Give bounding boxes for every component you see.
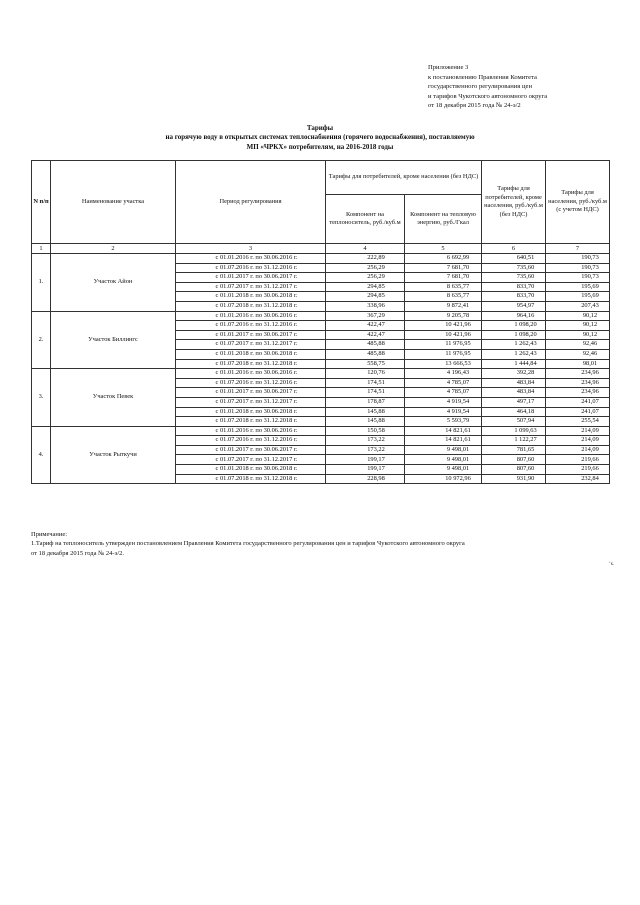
title-line: Тарифы	[306, 124, 334, 132]
tariff-value-cell: 9 872,41	[405, 301, 482, 311]
appendix-line: к постановлению Правления Комитета	[428, 73, 537, 81]
period-cell: с 01.01.2018 г. по 30.06.2018 г.	[176, 465, 326, 475]
tariff-value-cell: 1 099,63	[482, 426, 546, 436]
tariff-value-cell: 195,69	[546, 282, 610, 292]
tariff-value-cell: 1 262,43	[482, 340, 546, 350]
tariff-value-cell: 199,17	[326, 465, 405, 475]
appendix-line: от 18 декабря 2015 года № 24-э/2	[428, 102, 521, 110]
tariff-value-cell: 954,97	[482, 301, 546, 311]
tariff-value-cell: 640,51	[482, 254, 546, 264]
tariff-value-cell: 464,18	[482, 407, 546, 417]
tariff-value-cell: 92,46	[546, 340, 610, 350]
tariff-value-cell: 207,43	[546, 301, 610, 311]
header-group: Тарифы для потребителей, кроме населения (без НДС)	[326, 161, 482, 195]
index-cell: 2	[51, 244, 176, 254]
title-line: на горячую воду в открытых системах теплоснабжения (горячего водоснабжения), поставляемую	[165, 133, 475, 142]
header-num: N п/п	[32, 161, 51, 244]
tariff-value-cell: 145,88	[326, 417, 405, 427]
tariff-value-cell: 294,85	[326, 282, 405, 292]
tariff-value-cell: 1 444,84	[482, 359, 546, 369]
document-title	[32, 124, 608, 152]
tariff-value-cell: 241,07	[546, 407, 610, 417]
tariff-value-cell: 485,88	[326, 349, 405, 359]
tariff-value-cell: 781,65	[482, 445, 546, 455]
tariff-value-cell: 222,89	[326, 254, 405, 264]
tariff-value-cell: 219,66	[546, 455, 610, 465]
tariff-value-cell: 174,51	[326, 378, 405, 388]
period-cell: с 01.01.2018 г. по 30.06.2018 г.	[176, 349, 326, 359]
tariff-value-cell: 294,85	[326, 292, 405, 302]
tariff-value-cell: 483,84	[482, 388, 546, 398]
tariff-value-cell: 735,60	[482, 273, 546, 283]
tariff-value-cell: 190,73	[546, 254, 610, 264]
section-name: Участок Певек	[51, 369, 176, 427]
tariff-value-cell: 150,58	[326, 426, 405, 436]
period-cell: с 01.01.2016 г. по 30.06.2016 г.	[176, 426, 326, 436]
tariff-value-cell: 234,96	[546, 378, 610, 388]
tariff-value-cell: 92,46	[546, 349, 610, 359]
tariff-value-cell: 214,09	[546, 436, 610, 446]
period-cell: с 01.07.2017 г. по 31.12.2017 г.	[176, 340, 326, 350]
tariff-value-cell: 1 262,43	[482, 349, 546, 359]
tariff-value-cell: 178,87	[326, 397, 405, 407]
tariff-value-cell: 1 122,27	[482, 436, 546, 446]
tariff-value-cell: 214,09	[546, 445, 610, 455]
tariff-value-cell: 5 593,79	[405, 417, 482, 427]
index-cell: 5	[405, 244, 482, 254]
header-population: Тарифы для населения, руб./куб.м (с учетом НДС)	[546, 161, 610, 244]
section-name: Участок Биллингс	[51, 311, 176, 369]
tariff-value-cell: 4 196,43	[405, 369, 482, 379]
index-cell: 1	[32, 244, 51, 254]
section-number: 1.	[32, 254, 51, 312]
appendix-block	[428, 63, 633, 111]
tariff-value-cell: 9 498,01	[405, 445, 482, 455]
period-cell: с 01.07.2017 г. по 31.12.2017 г.	[176, 455, 326, 465]
tariff-value-cell: 485,88	[326, 340, 405, 350]
tariff-value-cell: 338,96	[326, 301, 405, 311]
period-cell: с 01.01.2017 г. по 30.06.2017 г.	[176, 445, 326, 455]
section-number: 2.	[32, 311, 51, 369]
tariff-value-cell: 10 972,96	[405, 474, 482, 484]
table-body	[32, 254, 610, 484]
appendix-line: и тарифов Чукотского автономного округа	[428, 92, 548, 100]
section-number: 4.	[32, 426, 51, 484]
period-cell: с 01.01.2017 г. по 30.06.2017 г.	[176, 273, 326, 283]
tariff-value-cell: 483,84	[482, 378, 546, 388]
tariff-value-cell: 11 976,95	[405, 349, 482, 359]
period-cell: с 01.01.2017 г. по 30.06.2017 г.	[176, 388, 326, 398]
tariff-value-cell: 11 976,95	[405, 340, 482, 350]
page-mark: ʻк.	[609, 562, 615, 567]
tariff-value-cell: 173,22	[326, 436, 405, 446]
tariff-value-cell: 174,51	[326, 388, 405, 398]
table-row	[32, 369, 610, 379]
tariff-value-cell: 234,96	[546, 369, 610, 379]
period-cell: с 01.07.2017 г. по 31.12.2017 г.	[176, 282, 326, 292]
tariff-value-cell: 735,60	[482, 263, 546, 273]
tariff-value-cell: 98,01	[546, 359, 610, 369]
tariff-value-cell: 964,16	[482, 311, 546, 321]
period-cell: с 01.07.2018 г. по 31.12.2018 г.	[176, 359, 326, 369]
tariff-value-cell: 13 666,53	[405, 359, 482, 369]
note-line: 1.Тариф на теплоноситель утвержден постановлением Правления Комитета государственного регулирования цен и тарифов Чукотского автономного округа	[31, 540, 465, 548]
tariff-value-cell: 256,29	[326, 263, 405, 273]
header-name: Наименование участка	[51, 161, 176, 244]
tariff-value-cell: 173,22	[326, 445, 405, 455]
tariff-value-cell: 214,09	[546, 426, 610, 436]
tariff-value-cell: 7 681,70	[405, 263, 482, 273]
period-cell: с 01.07.2018 г. по 31.12.2018 г.	[176, 474, 326, 484]
period-cell: с 01.07.2018 г. по 31.12.2018 г.	[176, 301, 326, 311]
tariff-value-cell: 931,90	[482, 474, 546, 484]
tariff-value-cell: 234,96	[546, 388, 610, 398]
period-cell: с 01.01.2016 г. по 30.06.2016 г.	[176, 369, 326, 379]
tariff-value-cell: 8 635,77	[405, 282, 482, 292]
tariff-value-cell: 497,17	[482, 397, 546, 407]
tariff-value-cell: 807,60	[482, 455, 546, 465]
tariff-value-cell: 190,73	[546, 273, 610, 283]
tariff-value-cell: 145,88	[326, 407, 405, 417]
tariff-value-cell: 4 785,07	[405, 388, 482, 398]
table-row	[32, 254, 610, 264]
note-label: Примечание:	[31, 531, 68, 538]
tariff-value-cell: 9 498,01	[405, 465, 482, 475]
tariff-value-cell: 833,70	[482, 292, 546, 302]
tariff-value-cell: 190,73	[546, 263, 610, 273]
tariff-value-cell: 90,12	[546, 311, 610, 321]
tariff-value-cell: 4 785,07	[405, 378, 482, 388]
tariff-value-cell: 195,69	[546, 292, 610, 302]
index-cell: 7	[546, 244, 610, 254]
tariff-table	[31, 160, 610, 484]
tariff-value-cell: 8 635,77	[405, 292, 482, 302]
period-cell: с 01.01.2018 г. по 30.06.2018 г.	[176, 407, 326, 417]
tariff-value-cell: 14 821,61	[405, 436, 482, 446]
note-block	[31, 530, 621, 558]
tariff-value-cell: 9 498,01	[405, 455, 482, 465]
tariff-value-cell: 4 919,54	[405, 407, 482, 417]
table-row	[32, 311, 610, 321]
appendix-line: Приложение 3	[428, 64, 469, 71]
index-cell: 6	[482, 244, 546, 254]
tariff-value-cell: 1 098,20	[482, 321, 546, 331]
header-comp-heat: Компонент на теплоноситель, руб./куб.м	[326, 195, 405, 244]
period-cell: с 01.07.2016 г. по 31.12.2016 г.	[176, 321, 326, 331]
tariff-value-cell: 558,75	[326, 359, 405, 369]
period-cell: с 01.01.2017 г. по 30.06.2017 г.	[176, 330, 326, 340]
tariff-value-cell: 228,98	[326, 474, 405, 484]
tariff-value-cell: 392,28	[482, 369, 546, 379]
tariff-value-cell: 422,47	[326, 321, 405, 331]
period-cell: с 01.01.2016 г. по 30.06.2016 г.	[176, 311, 326, 321]
tariff-value-cell: 255,54	[546, 417, 610, 427]
header-comp-energy: Компонент на тепловую энергию, руб./Гкал	[405, 195, 482, 244]
tariff-value-cell: 6 692,99	[405, 254, 482, 264]
tariff-value-cell: 7 681,70	[405, 273, 482, 283]
tariff-value-cell: 10 421,96	[405, 321, 482, 331]
tariff-value-cell: 807,60	[482, 465, 546, 475]
tariff-value-cell: 367,29	[326, 311, 405, 321]
section-number: 3.	[32, 369, 51, 427]
tariff-value-cell: 90,12	[546, 330, 610, 340]
title-line: МП «ЧРКХ» потребителям, на 2016-2018 годы	[246, 142, 394, 151]
header-period: Период регулирования	[176, 161, 326, 244]
tariff-value-cell: 1 098,20	[482, 330, 546, 340]
period-cell: с 01.07.2018 г. по 31.12.2018 г.	[176, 417, 326, 427]
section-name: Участок Рыткучи	[51, 426, 176, 484]
period-cell: с 01.01.2016 г. по 30.06.2016 г.	[176, 254, 326, 264]
tariff-value-cell: 833,70	[482, 282, 546, 292]
tariff-value-cell: 507,94	[482, 417, 546, 427]
tariff-value-cell: 219,66	[546, 465, 610, 475]
period-cell: с 01.07.2016 г. по 31.12.2016 г.	[176, 263, 326, 273]
appendix-line: государственного регулирования цен	[428, 83, 532, 91]
period-cell: с 01.07.2017 г. по 31.12.2017 г.	[176, 397, 326, 407]
section-name: Участок Айон	[51, 254, 176, 312]
tariff-value-cell: 256,29	[326, 273, 405, 283]
index-cell: 4	[326, 244, 405, 254]
tariff-value-cell: 241,07	[546, 397, 610, 407]
tariff-value-cell: 422,47	[326, 330, 405, 340]
table-row	[32, 426, 610, 436]
index-cell: 3	[176, 244, 326, 254]
period-cell: с 01.01.2018 г. по 30.06.2018 г.	[176, 292, 326, 302]
tariff-value-cell: 14 821,61	[405, 426, 482, 436]
period-cell: с 01.07.2016 г. по 31.12.2016 г.	[176, 378, 326, 388]
tariff-value-cell: 9 205,78	[405, 311, 482, 321]
header-consumers: Тарифы для потребителей, кроме населения, руб./куб.м (без НДС)	[482, 161, 546, 244]
tariff-value-cell: 232,84	[546, 474, 610, 484]
note-line: от 18 декабря 2015 года № 24-э/2.	[31, 549, 125, 557]
tariff-value-cell: 10 421,96	[405, 330, 482, 340]
tariff-value-cell: 90,12	[546, 321, 610, 331]
period-cell: с 01.07.2016 г. по 31.12.2016 г.	[176, 436, 326, 446]
tariff-value-cell: 4 919,54	[405, 397, 482, 407]
tariff-value-cell: 120,76	[326, 369, 405, 379]
tariff-value-cell: 199,17	[326, 455, 405, 465]
